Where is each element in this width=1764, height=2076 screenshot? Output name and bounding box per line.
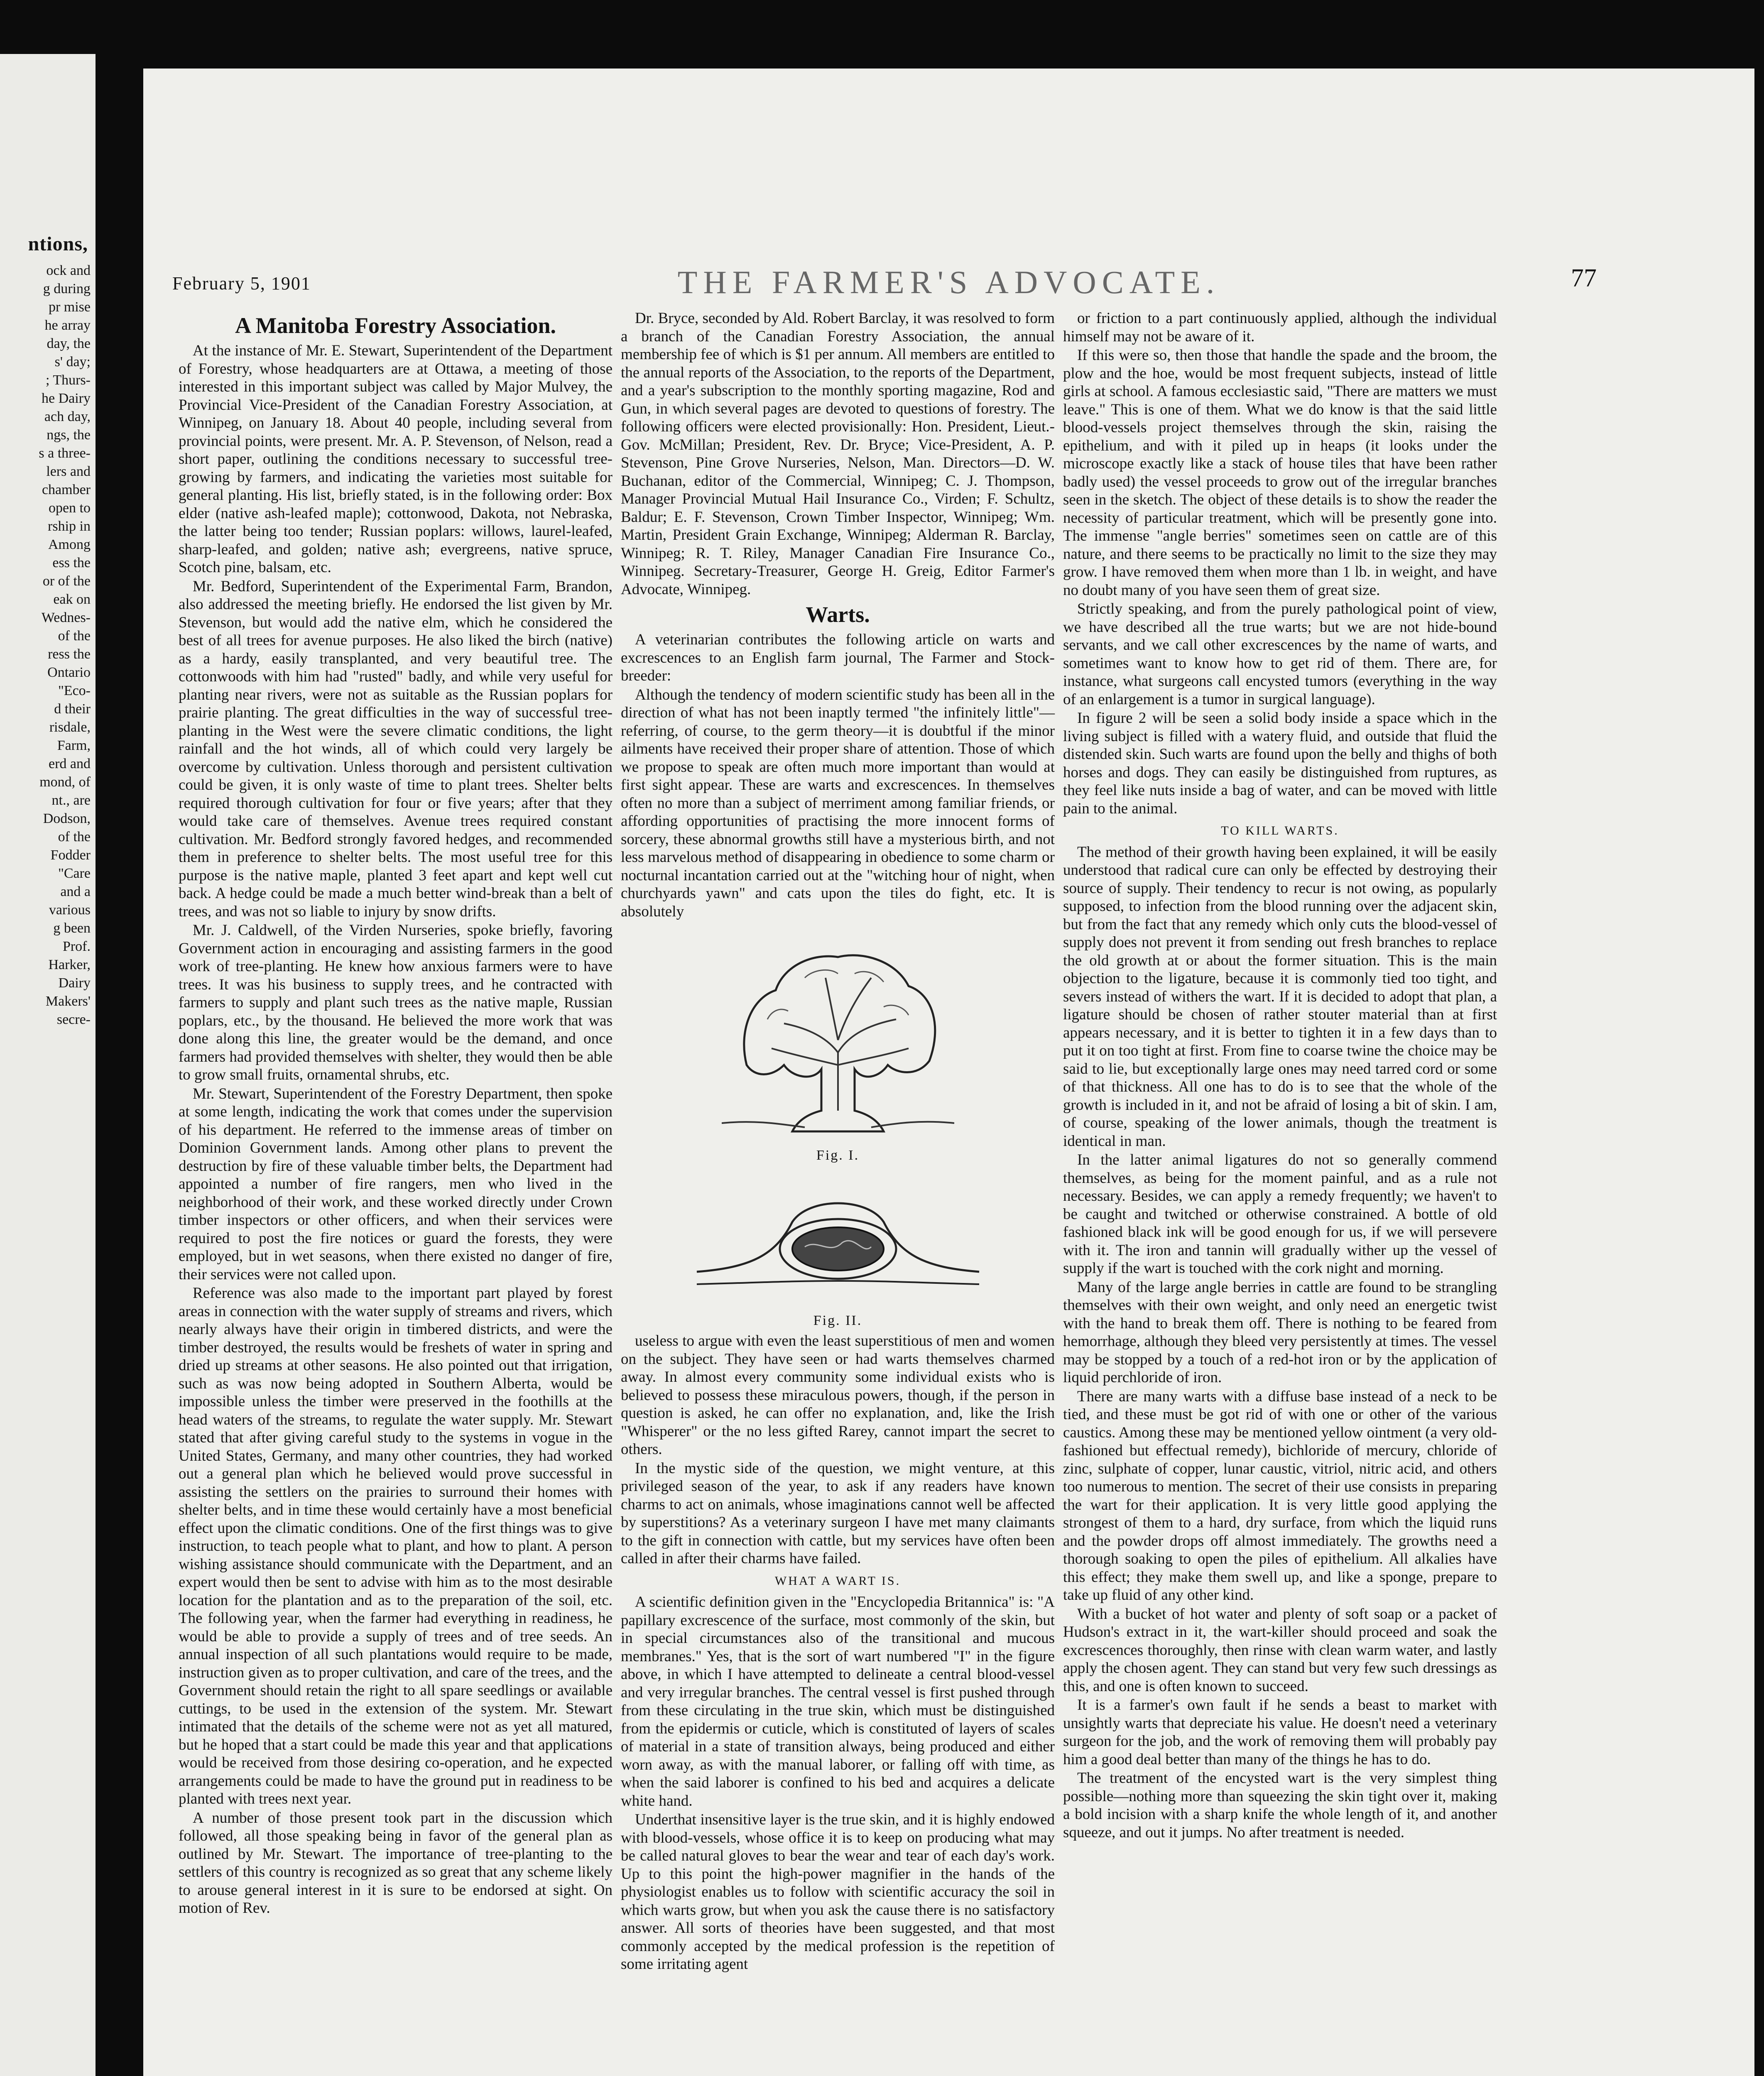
previous-page-line: and a	[60, 884, 91, 899]
previous-page-line: s' day;	[54, 354, 91, 370]
previous-page-line: open to	[48, 500, 91, 516]
previous-page-line: lers and	[46, 464, 91, 479]
previous-page-line: ngs, the	[47, 427, 91, 443]
previous-page-line: "Care	[58, 866, 91, 881]
previous-page-line: of the	[58, 628, 91, 644]
encysted-wart-illustration	[693, 1172, 983, 1309]
paragraph: Many of the large angle berries in cattle are found to be strangling themselves with their own weight, and only need an energetic twist with the hand to break them off. There is nothing to be feared from hemorrhage, although they bleed very persistently at times. The vessel may be stopped by a touch of a red-hot iron or by the application of liquid perchloride of iron.	[1063, 1278, 1497, 1386]
previous-page-line: Ontario	[47, 665, 91, 680]
paragraph: If this were so, then those that handle the spade and the broom, the plow and the hoe, would be most frequent subjects, instead of little girls at school. A famous ecclesiastic said, "There are matters we must leave." This is one of them. What we do know is that the said little blood-vessels project themselves through the skin, raising the epithelium, and with it piled up in heaps (it looks under the microscope exactly like a stack of house tiles that have been rather badly used) the vessel proceeds to grow out of the irregular branches seen in the sketch. The object of these details is to show the reader the necessity of particular treatment, which will be presently gone into. The immense "angle berries" sometimes seen on cattle are of this nature, and there seems to be practically no limit to the size they may grow. I have removed them when more than 1 lb. in weight, and have no doubt many of you have seen them of great size.	[1063, 347, 1497, 599]
paragraph: In the latter animal ligatures do not so generally commend themselves, as being for the moment painful, and as a rule not necessary. Besides, we can apply a remedy frequently; we haven't to be caught and twitched or otherwise constrained. A bottle of old fashioned black ink will be good enough for us, if we will persevere with it. The iron and tannin will gradually wither up the vessel of supply if the wart is touched with the cork night and morning.	[1063, 1151, 1497, 1277]
previous-page-line: Among	[48, 537, 91, 552]
paragraph: A number of those present took part in the discussion which followed, all those speaking being in favor of the general plan as outlined by Mr. Stewart. The importance of tree-planting to the settlers of this country is recognized as so great that any scheme likely to arouse general interest in it is sure to be endorsed at sight. On motion of Rev.	[179, 1809, 612, 1917]
paragraph: Although the tendency of modern scientific study has been all in the direction of what has not been inaptly termed "the infinitely little"—referring, of course, to the germ theory—it is doubtful if the minor ailments have received their proper share of attention. Those of which we propose to speak are often much more important than would at first sight appear. These are warts and excrescences. In themselves often no more than a subject of merriment among familiar friends, or affording opportunities of practising the more innocent forms of sorcery, these abnormal growths still have a mysterious birth, and not less marvelous method of disappearing in obedience to some charm or nocturnal incantation carried out at the "witching hour of night, when churchyards yawn" and cats upon the tiles do fight, etc. It is absolutely	[621, 686, 1055, 920]
subheading-to-kill-warts: TO KILL WARTS.	[1221, 824, 1339, 837]
previous-page-line: Harker,	[48, 957, 91, 972]
previous-page-line: Wednes-	[41, 610, 91, 625]
previous-page-heading: ntions,	[28, 233, 88, 255]
previous-page-line: various	[49, 902, 91, 918]
previous-page-line: s a three-	[39, 446, 91, 461]
previous-page-line: g during	[43, 281, 91, 296]
paragraph: or friction to a part continuously applied, although the individual himself may not be aware of it.	[1063, 310, 1497, 345]
previous-page-line: g been	[53, 920, 91, 936]
figure-2-caption: Fig. II.	[813, 1312, 862, 1328]
previous-page-line: Makers'	[45, 994, 91, 1009]
previous-page-line: Fodder	[50, 847, 91, 863]
previous-page-line: or of the	[42, 573, 91, 589]
previous-page-line: of the	[58, 829, 91, 845]
paragraph: A scientific definition given in the "Encyclopedia Britannica" is: "A papillary excrescence of the surface, most commonly of the skin, but in special circumstances also of the transitional and mucous membranes." Yes, that is the sort of wart numbered "I" in the figure above, in which I have attempted to delineate a central blood-vessel and very irregular branches. The central vessel is first pushed through from these circulating in the true skin, which must be distinguished from the epidermis or cuticle, which is constituted of layers of scales of material in a state of transition always, being produced and either worn away, as with the manual laborer, or falling off with time, as when the said laborer is confined to his bed and acquires a delicate white hand.	[621, 1594, 1055, 1809]
figure-1	[621, 928, 1055, 1165]
paragraph: The method of their growth having been explained, it will be easily understood that radical cure can only be effected by destroying their source of supply. Their tendency to recur is not owing, as popularly supposed, to infection from the blood running over the adjacent skin, but from the fact that any remedy which only cuts the blood-vessel of supply does not prevent it from sending out fresh branches to replace the old growth at or about the former situation. This is the main objection to the ligature, because it is commonly tied too tight, and severs instead of withers the wart. If it is decided to adopt that plan, a ligature should be chosen of rather stouter material than at first appears necessary, and it is better to tighten it in a few days than to put it on too tight at first. From fine to coarse twine the choice may be said to lie, but exceptionally large ones may need tarred cord or some of that thickness. All one has to do is to see that the whole of the growth is included in it, and not be afraid of losing a bit of skin. I am, of course, speaking of the lower animals, though the treatment is identical in man.	[1063, 843, 1497, 1150]
paragraph: Mr. Bedford, Superintendent of the Experimental Farm, Brandon, also addressed the meeting briefly. He endorsed the list given by Mr. Stevenson, but would add the native elm, which he considered the best of all trees for avenue purposes. He also liked the birch (native) as a hardy, easily transplanted, and very beautiful tree. The cottonwoods with him had "rusted" badly, and while very useful for planting near rivers, were not as suitable as the Russian poplars for prairie planting. The great difficulties in the way of successful tree-planting in the West were the severe climatic conditions, the light rainfall and the hot winds, all of which could very largely be overcome by cultivation. Unless thorough and persistent cultivation could be given, it is only waste of time to plant trees. Shelter belts required thorough cultivation for four or five years; after that they would take care of themselves. Avenue trees required constant cultivation. Mr. Bedford strongly favored hedges, and recommended them in preference to shelter belts. The most useful tree for this purpose is the native maple, planted 3 feet apart and kept well cut back. A hedge could be made a much better wind-break than a belt of trees, and was not so liable to injury by snow drifts.	[179, 578, 612, 920]
previous-page-line: pr mise	[48, 299, 91, 315]
previous-page-line: risdale,	[49, 720, 91, 735]
previous-page-line: Dodson,	[43, 811, 91, 826]
subheading-what-a-wart-is: WHAT A WART IS.	[774, 1574, 901, 1588]
article-title-warts: Warts.	[806, 602, 870, 627]
previous-page-line: ; Thurs-	[46, 372, 91, 388]
paragraph: At the instance of Mr. E. Stewart, Superintendent of the Department of Forestry, whose headquarters are at Ottawa, a meeting of those interested in this important subject was called by Major Mulvey, the Provincial Vice-President of the Canadian Forestry Association, at Winnipeg, on January 18. About 40 people, including several from provincial points, were present. Mr. A. P. Stevenson, of Nelson, read a short paper, outlining the conditions necessary to successful tree-growing by farmers, and indicating the varieties most suitable for general planting. His list, briefly stated, is in the following order: Box elder (native ash-leafed maple); cottonwood, Dakota, not Nebraska, the latter being too tender; Russian poplars: willows, laurel-leafed, sharp-leafed, and golden; native ash; evergreens, native spruce, Scotch pine, balsam, etc.	[179, 342, 612, 576]
paragraph: Underthat insensitive layer is the true skin, and it is highly endowed with blood-vessels, whose office it is to keep on producing what may be called natural gloves to bear the wear and tear of each day's work. Up to this point the high-power magnifier in the hands of the physiologist enables us to follow with scientific accuracy the soil in which warts grow, but when you ask the cause there is no satisfactory answer. All sorts of theories have been suggested, and that most commonly accepted by the medical profession is the repetition of some irritating agent	[621, 1811, 1055, 1973]
previous-page-line: erd and	[48, 756, 91, 771]
previous-page-line: ach day,	[44, 409, 91, 424]
paragraph: Strictly speaking, and from the purely pathological point of view, we have described all the true warts; but we are not hide-bound servants, and we call other excrescences by the name of warts, and sometimes want to know how to get rid of them. There are, for instance, what surgeons call encysted tumors (everything in the way of an enlargement is a tumor in surgical language).	[1063, 600, 1497, 708]
paragraph: In the mystic side of the question, we might venture, at this privileged season of the year, to ask if any readers have known charms to act on animals, whose imaginations cannot well be affected by superstitions? As a veterinary surgeon I have met many claimants to the gift in connection with cattle, but my services have often been called in after their charms have failed.	[621, 1459, 1055, 1567]
previous-page-line: Prof.	[62, 939, 91, 954]
paragraph: There are many warts with a diffuse base instead of a neck to be tied, and these must be got rid of with one or other of the various caustics. Among these may be mentioned yellow ointment (a very old-fashioned but effectual remedy), bichloride of mercury, chloride of zinc, sulphate of copper, lunar caustic, vitriol, nitric acid, and others too numerous to mention. The secret of their use consists in preparing the wart for their application. It is very little good applying the strongest of them to a hard, dry surface, from which the liquid runs and the powder drops off almost immediately. The growths need a thorough soaking to open the piles of epithelium. All alkalies have this effect; they make them swell up, and like a sponge, prepare to take up fluid of any other kind.	[1063, 1388, 1497, 1604]
previous-page-line: "Eco-	[58, 683, 91, 698]
figure-2	[621, 1172, 1055, 1330]
previous-page-line: ress the	[48, 646, 91, 662]
paragraph: A veterinarian contributes the following article on warts and excrescences to an English farm journal, The Farmer and Stock-breeder:	[621, 631, 1055, 684]
previous-page-line: eak on	[53, 592, 91, 607]
article-title-forestry: A Manitoba Forestry Association.	[235, 313, 556, 338]
column-1	[179, 309, 612, 1918]
page-header	[143, 264, 1754, 301]
previous-page-line: he array	[44, 318, 91, 333]
issue-date: February 5, 1901	[172, 273, 311, 294]
previous-page-line: rship in	[48, 519, 91, 534]
previous-page-line: day, the	[47, 336, 91, 351]
figure-1-caption: Fig. I.	[816, 1148, 860, 1163]
previous-page-line: mond, of	[39, 774, 91, 790]
paragraph: Dr. Bryce, seconded by Ald. Robert Barclay, it was resolved to form a branch of the Canadian Forestry Association, the annual membership fee of which is $1 per annum. All members are entitled to the annual reports of the Association, to the reports of the Department, and a year's subscription to the monthly sporting magazine, Rod and Gun, in which several pages are devoted to questions of forestry. The following officers were elected provisionally: Hon. President, Lieut.-Gov. McMillan; President, Rev. Dr. Bryce; Vice-President, A. P. Stevenson, Pine Grove Nurseries, Nelson, Man. Directors—D. W. Buchanan, editor of the Commercial, Winnipeg; C. J. Thompson, Manager Provincial Mutual Hail Insurance Co., Virden; F. Schultz, Baldur; E. F. Stevenson, Crown Timber Inspector, Winnipeg; Wm. Martin, President Grain Exchange, Winnipeg; Alderman R. Barclay, Winnipeg; R. T. Riley, Manager Canadian Fire Insurance Co., Winnipeg. Secretary-Treasurer, George H. Greig, Editor Farmer's Advocate, Winnipeg.	[621, 310, 1055, 598]
previous-page-line: he Dairy	[41, 391, 91, 406]
previous-page-strip	[0, 54, 96, 2076]
previous-page-line: Farm,	[57, 738, 91, 753]
previous-page-line: nt., are	[51, 793, 91, 808]
paragraph: Mr. Stewart, Superintendent of the Forestry Department, then spoke at some length, indicating the work that comes under the supervision of his department. He referred to the immense areas of timber on Dominion Government lands. Among other plans to prevent the destruction by fire of these valuable timber belts, the Department had appointed a number of fire rangers, men who lived in the neighborhood of their work, and these worked directly under Crown timber inspectors or other officers, and when their services were required to post the fire notices or guard the forests, they were employed, but in wet seasons, when there existed no danger of fire, their services were not called upon.	[179, 1085, 612, 1283]
column-3	[1063, 309, 1497, 1842]
wart-cross-section-illustration	[722, 928, 954, 1144]
paragraph: With a bucket of hot water and plenty of soft soap or a packet of Hudson's extract in it, the wart-killer should proceed and soak the excrescences thoroughly, then rinse with clean warm water, and lastly apply the chosen agent. They can stand but very few such dressings as this, and one is often known to succeed.	[1063, 1605, 1497, 1695]
previous-page-line: ess the	[52, 555, 91, 570]
column-2	[621, 309, 1055, 1974]
newspaper-page	[143, 69, 1754, 2076]
page-number: 77	[1571, 264, 1597, 292]
paragraph: The treatment of the encysted wart is the very simplest thing possible—nothing more than squeezing the skin tight over it, making a bold incision with a sharp knife the whole length of it, and another squeeze, and out it jumps. No after treatment is needed.	[1063, 1770, 1497, 1841]
paragraph: Mr. J. Caldwell, of the Virden Nurseries, spoke briefly, favoring Government action in encouraging and assisting farmers in the good work of tree-planting. He knew how anxious farmers were to have trees. It was his business to supply trees, and he contracted with farmers to supply and plant such trees as the native maple, Russian poplars, etc., by the thousand. He believed the more work that was done along this line, the greater would be the demand, and once farmers had provided themselves with shelter, they would then be able to grow small fruits, ornamental shrubs, etc.	[179, 922, 612, 1083]
paragraph: In figure 2 will be seen a solid body inside a space which in the living subject is filled with a watery fluid, and outside that fluid the distended skin. Such warts are found upon the belly and thighs of both horses and dogs. They can easily be distinguished from ruptures, as they feel like nuts inside a bag of water, and can be moved with little pain to the animal.	[1063, 710, 1497, 817]
previous-page-line: secre-	[56, 1012, 91, 1027]
previous-page-line: Dairy	[58, 975, 91, 991]
masthead: THE FARMER'S ADVOCATE.	[677, 264, 1220, 300]
paragraph: useless to argue with even the least superstitious of men and women on the subject. They have seen or had warts themselves charmed away. In almost every community some individual exists who is believed to possess these miraculous powers, though, if the person in question is asked, he can offer no explanation, and, like the Irish "Whisperer" or the no less gifted Rarey, cannot impart the secret to others.	[621, 1332, 1055, 1458]
previous-page-line: d their	[54, 701, 91, 717]
paragraph: Reference was also made to the important part played by forest areas in connection with the water supply of streams and rivers, which nearly always have their origin in timbered districts, and were the timber destroyed, the results would be freshets of water in spring and dried up streams at other seasons. He also pointed out that irrigation, such as was now being adopted in Southern Alberta, would be impossible unless the timber were preserved in the foothills at the head waters of the streams, to regulate the water supply. Mr. Stewart stated that after giving careful study to the systems in vogue in the United States, Germany, and many other countries, they had worked out a general plan which he believed would prove successful in assisting the settlers on the prairies to surround their homes with shelter belts, and in time these would certainly have a most beneficial effect upon the climatic conditions. One of the first things was to give instruction, to teach people what to plant, and how to plant. A person wishing assistance should communicate with the Department, and an expert would then be sent to advise with him as to the most desirable location for the plantation and as to the preparation of the soil, etc. The following year, when the farmer had everything in readiness, he would be able to provide a supply of trees and of tree seeds. An annual inspection of all such plantations would require to be made, instruction given as to proper cultivation, and care of the trees, and the Government should retain the right to all spare seedlings or available cuttings, to be used in the extension of the system. Mr. Stewart intimated that the details of the scheme were not as yet all matured, but he hoped that a start could be made this year and that applications would be received from those desiring co-operation, and he expected arrangements could be made to have the ground put in readiness to be planted with trees next year.	[179, 1285, 612, 1807]
paragraph: It is a farmer's own fault if he sends a beast to market with unsightly warts that depreciate his value. He doesn't need a veterinary surgeon for the job, and the work of removing them will probably pay him a good deal better than many of the things he has to do.	[1063, 1697, 1497, 1768]
previous-page-line: ock and	[46, 263, 91, 278]
previous-page-line: chamber	[42, 482, 91, 497]
